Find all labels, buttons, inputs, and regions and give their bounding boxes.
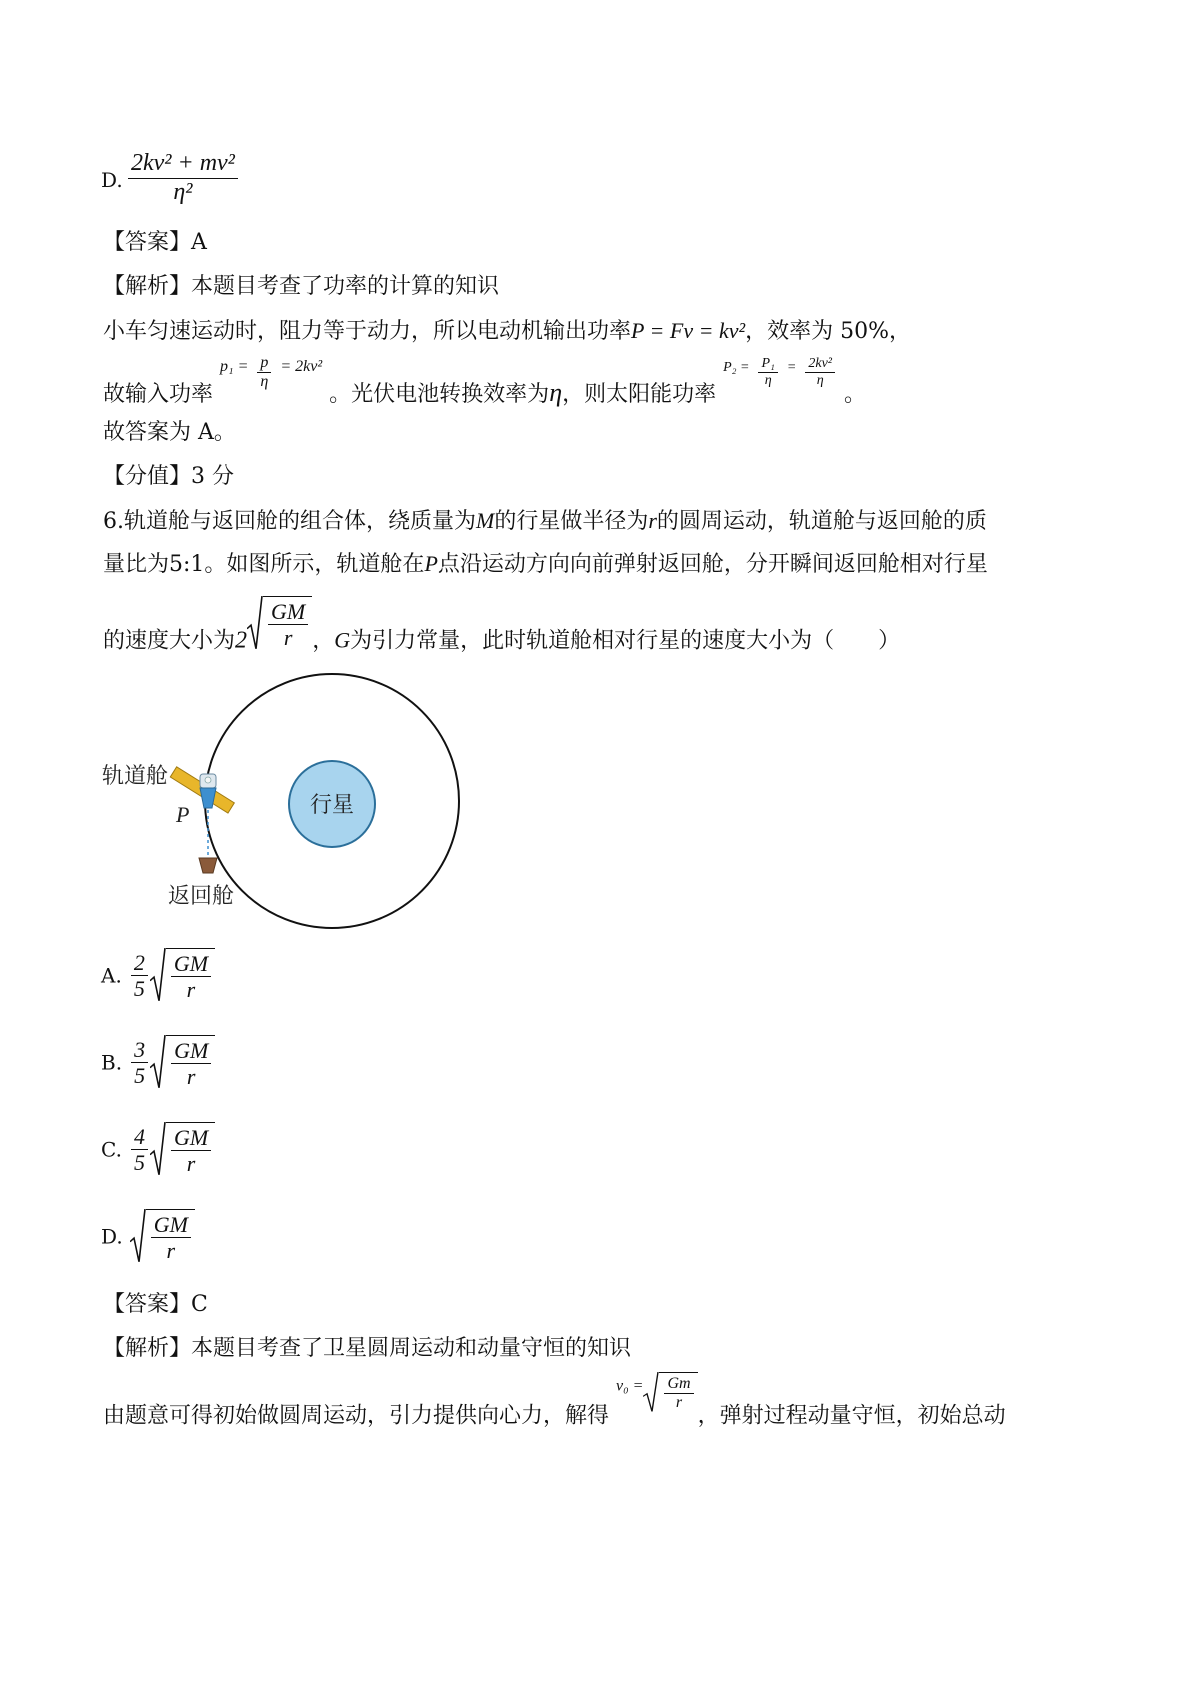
q6-text1b: 的行星做半径为 <box>494 509 649 534</box>
point-p-label: P <box>176 802 190 827</box>
q6-line2 <box>103 553 988 576</box>
option-a-label: A. <box>101 963 122 988</box>
option-a-rad-num: GM <box>171 951 211 977</box>
q6-text3c: 为引力常量，此时轨道舱相对行星的速度大小为（ ） <box>350 628 901 654</box>
q6-analysis-label: 【解析】 <box>103 1336 192 1361</box>
q6-speed-coef: 2 <box>235 627 248 654</box>
q5-line1 <box>103 320 911 343</box>
option-c-sqrt <box>150 1122 215 1177</box>
q5-conclusion: 故答案为 A。 <box>103 420 236 445</box>
q6-number: 6. <box>103 509 124 534</box>
q6-text3a: 的速度大小为 <box>103 628 236 654</box>
option-c-num: 4 <box>131 1124 148 1150</box>
q5-line1-formula: P = Fv = kv² <box>631 318 746 343</box>
option-b-rad-den: r <box>186 1064 196 1090</box>
q5-p2-fraction1 <box>758 356 777 389</box>
q5-line2-c: ，则太阳能功率 <box>562 381 717 407</box>
q6-analysis-heading <box>103 1338 631 1360</box>
option-b-sqrt <box>150 1035 215 1090</box>
option-a-sqrt <box>150 948 215 1003</box>
q5-eta: η <box>549 377 563 407</box>
q6-analysis-line1 <box>103 1372 1006 1427</box>
planet-label: 行星 <box>309 792 355 817</box>
option-a-den: 5 <box>133 975 145 1001</box>
option-d[interactable] <box>101 1209 195 1264</box>
capsule-label: 返回舱 <box>168 883 235 908</box>
q6-text1c: 的圆周运动，轨道舱与返回舱的质 <box>656 509 987 534</box>
q6-v0-lhs: v₀ = <box>616 1377 644 1395</box>
q5-p1-lhs: p₁ = <box>220 357 249 375</box>
prev-option-d-label: D. <box>101 168 123 192</box>
return-capsule <box>199 858 217 873</box>
prev-option-d-fraction <box>128 150 238 206</box>
q5-line2-a: 故输入功率 <box>103 381 214 407</box>
q5-p2-den1: η <box>764 373 772 389</box>
prev-option-d-formula <box>126 150 240 206</box>
q5-analysis-heading <box>103 276 499 298</box>
q6-speed-sqrt <box>247 596 312 651</box>
q5-line2 <box>103 354 866 406</box>
q5-analysis-topic: 本题目考查了功率的计算的知识 <box>191 274 500 299</box>
q5-p2-den2: η <box>816 373 824 389</box>
option-b-den: 5 <box>134 1062 146 1088</box>
option-c-rad-num: GM <box>171 1125 211 1151</box>
q6-analysis-line1-tail: ，弹射过程动量守恒，初始总动 <box>697 1403 1006 1429</box>
q5-line1-tail: ，效率为 50%， <box>745 319 911 344</box>
option-a-rad-den: r <box>186 977 196 1003</box>
q5-line2-b: 。光伏电池转换效率为 <box>329 381 550 407</box>
option-c-den: 5 <box>133 1149 145 1175</box>
orbit-figure <box>96 670 476 940</box>
q6-ratio: 5:1 <box>169 552 205 577</box>
q6-radius-symbol: r <box>648 508 657 533</box>
option-c-label: C. <box>101 1137 122 1162</box>
q6-point-symbol: P <box>424 551 438 576</box>
q6-v0-sqrt <box>643 1372 697 1413</box>
option-b-label: B. <box>101 1050 123 1075</box>
q5-p2-eq: = <box>786 359 797 375</box>
orbiter-label: 轨道舱 <box>102 763 169 788</box>
q6-answer: 【答案】C <box>103 1292 208 1317</box>
q6-text2c: 点沿运动方向向前弹射返回舱，分开瞬间返回舱相对行星 <box>437 552 988 577</box>
q5-line1-text: 小车匀速运动时，阻力等于动力，所以电动机输出功率 <box>103 319 632 344</box>
q5-p1-fraction <box>257 354 271 392</box>
option-b-rad-num: GM <box>171 1038 211 1064</box>
q5-analysis-label: 【解析】 <box>103 274 192 299</box>
q6-speed-den: r <box>283 625 293 651</box>
q6-speed-num: GM <box>268 599 308 625</box>
q6-text2b: 。如图所示，轨道舱在 <box>204 552 425 577</box>
q6-mass-symbol: M <box>476 508 495 533</box>
q6-line1 <box>103 510 987 533</box>
q5-p1-den: η <box>260 373 269 391</box>
option-a[interactable] <box>101 948 215 1003</box>
q6-analysis-line1-text: 由题意可得初始做圆周运动，引力提供向心力，解得 <box>103 1403 610 1429</box>
q6-line3 <box>103 596 900 652</box>
q5-p2-lhs: P₂ = <box>723 359 750 375</box>
prev-option-d-denominator: η² <box>173 178 193 205</box>
q5-answer: 【答案】A <box>103 230 207 255</box>
q6-text3b: ， <box>312 628 335 654</box>
q6-analysis-topic: 本题目考查了卫星圆周运动和动量守恒的知识 <box>191 1336 632 1361</box>
q6-g-symbol: G <box>334 627 351 653</box>
option-c[interactable] <box>101 1122 215 1177</box>
option-d-rad-den: r <box>166 1238 176 1264</box>
option-b[interactable] <box>101 1035 215 1090</box>
option-d-sqrt <box>130 1209 195 1264</box>
option-d-label: D. <box>101 1224 123 1249</box>
q5-p1-num: p <box>257 354 271 373</box>
q6-text1a: 轨道舱与返回舱的组合体，绕质量为 <box>124 509 477 534</box>
option-a-num: 2 <box>131 950 148 976</box>
option-b-num: 3 <box>131 1037 148 1063</box>
orbit-diagram <box>96 670 476 940</box>
q5-score: 【分值】3 分 <box>103 464 234 489</box>
q6-v0-num: Gm <box>664 1375 693 1394</box>
q5-p2-num2: 2kv² <box>805 356 835 373</box>
option-c-rad-den: r <box>186 1151 196 1177</box>
q6-v0-den: r <box>675 1394 683 1412</box>
q5-p2-num1: P₁ <box>758 356 777 373</box>
q5-line2-end: 。 <box>843 381 866 407</box>
prev-option-d-numerator: 2kv² + mv² <box>128 150 238 179</box>
option-d-rad-num: GM <box>151 1212 191 1238</box>
q6-text2a: 量比为 <box>103 552 170 577</box>
q5-p2-fraction2 <box>805 356 835 389</box>
q5-p1-rhs: = 2kv² <box>280 357 323 375</box>
